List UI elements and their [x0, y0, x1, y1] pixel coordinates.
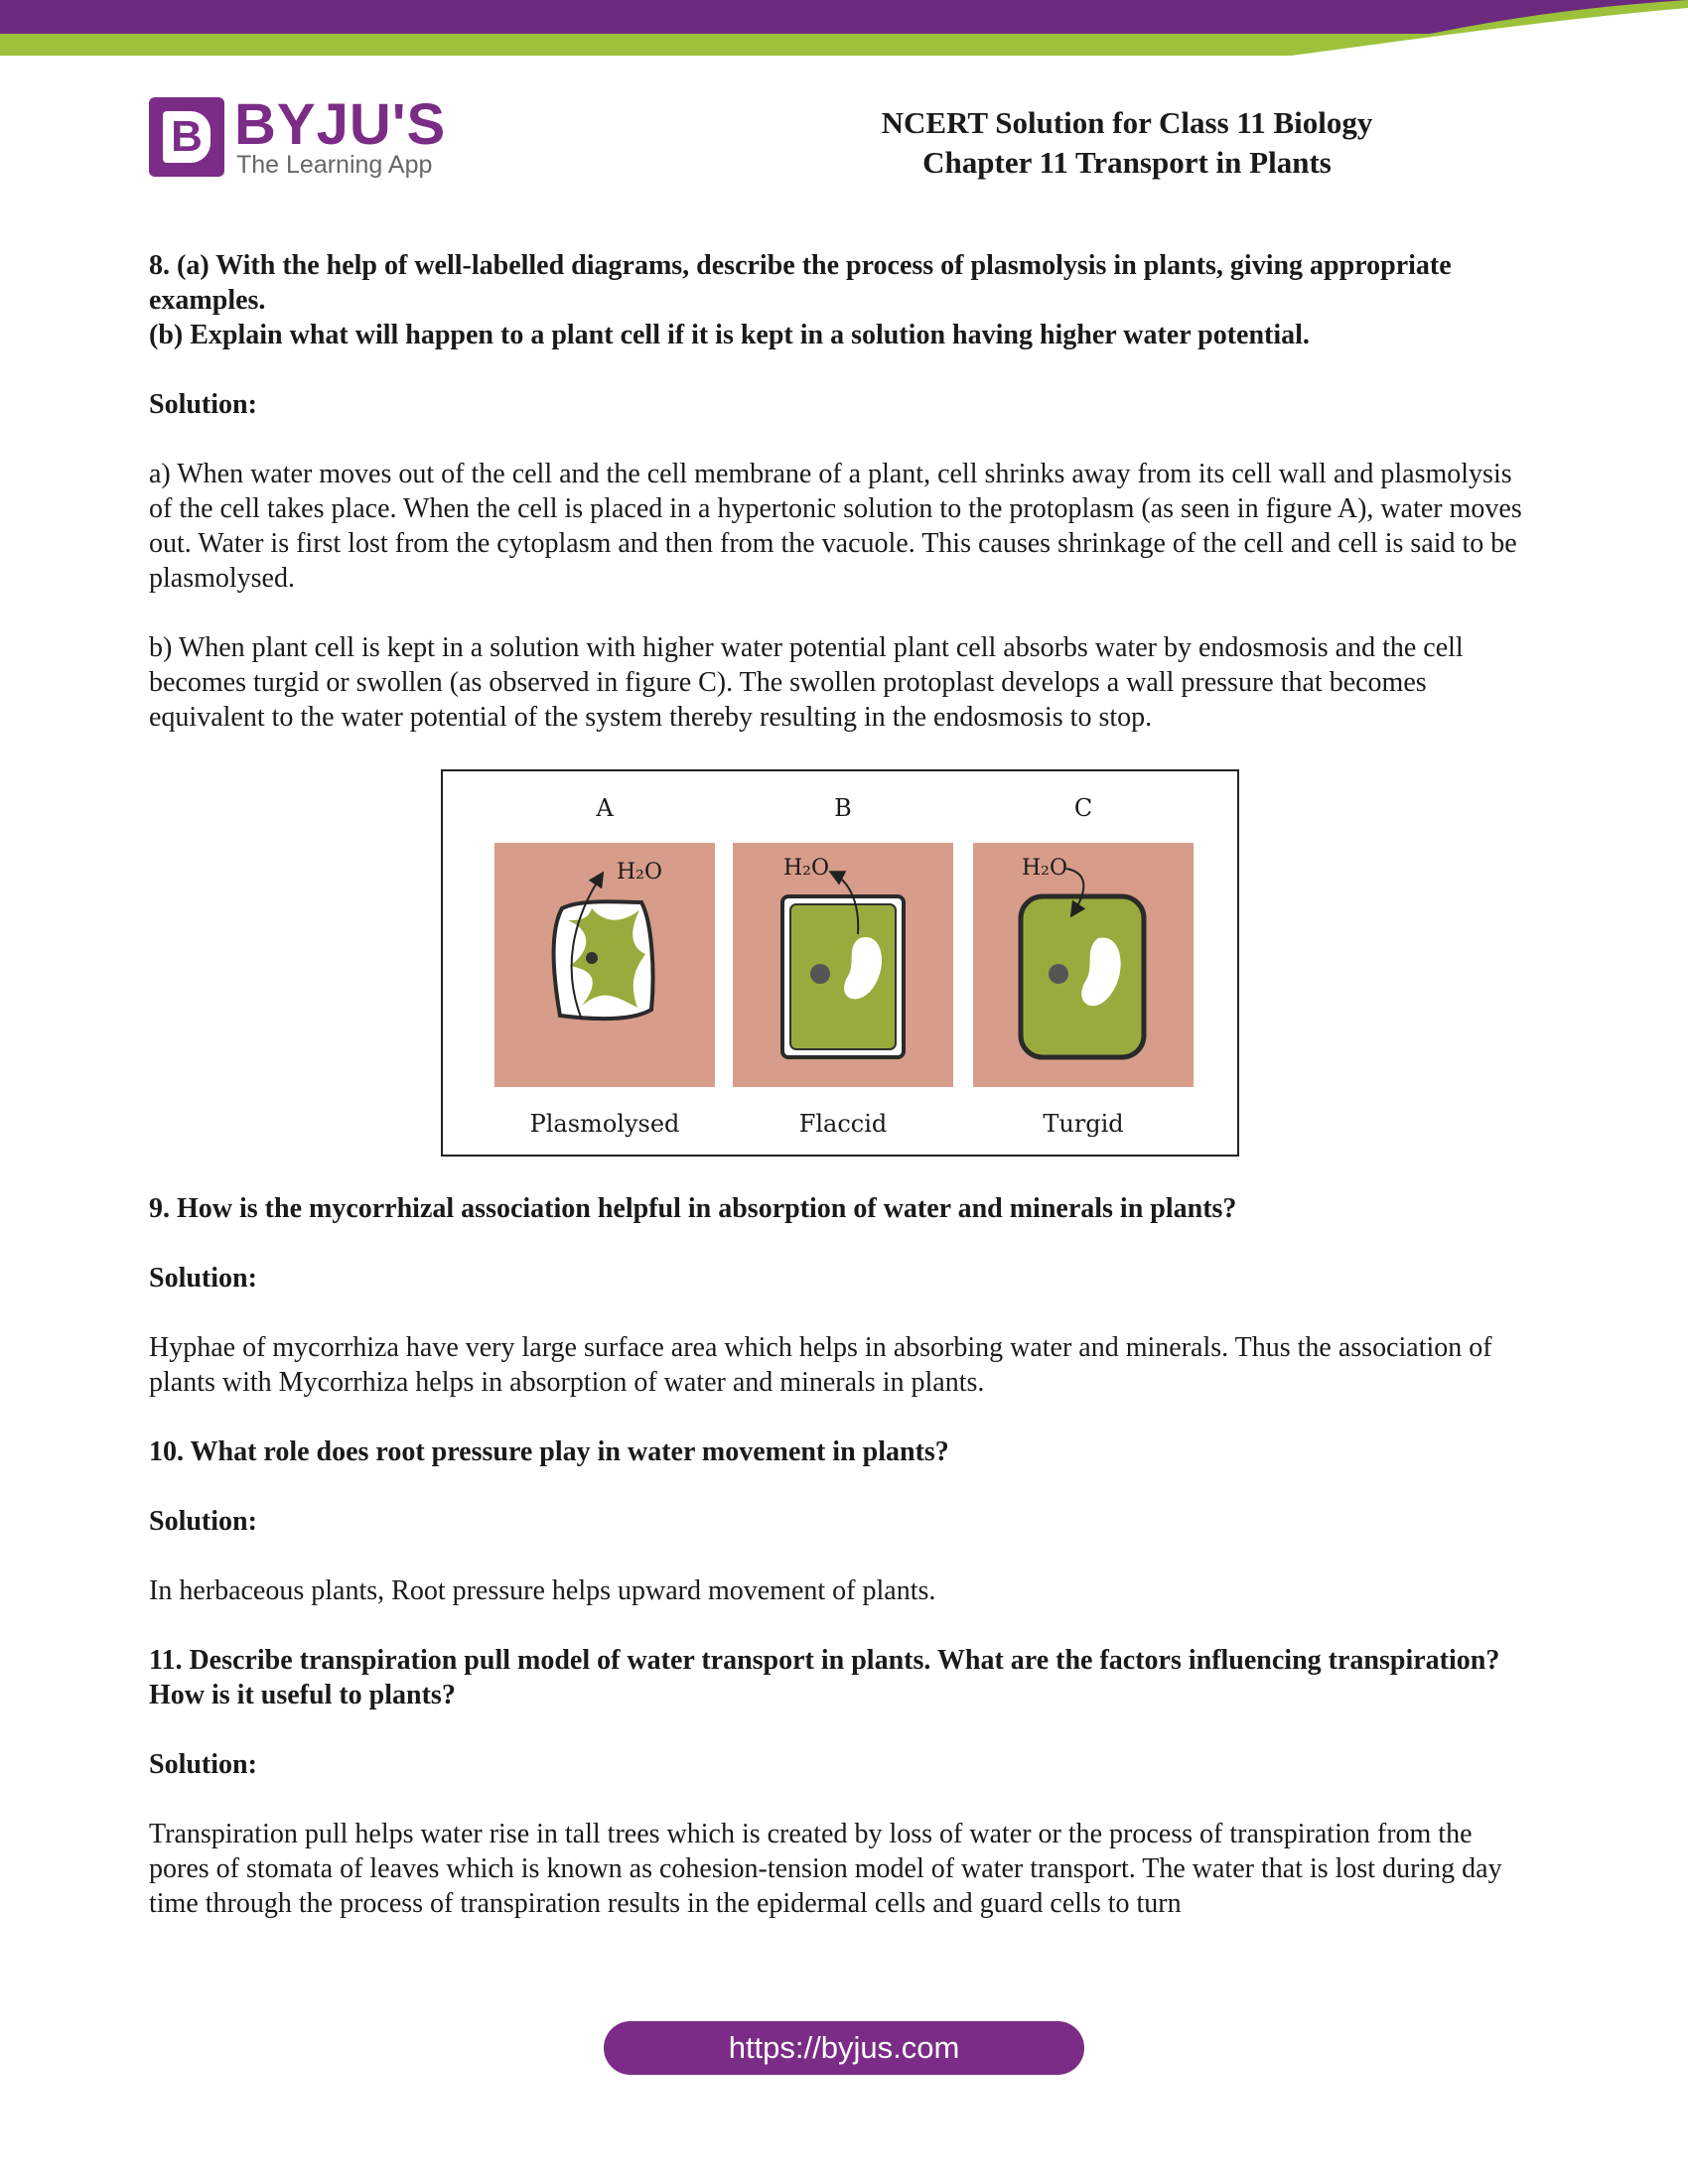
question-8a: 8. (a) With the help of well-labelled diagrams, describe the process of plasmolysis in plants, giving appropriate examples.	[149, 250, 1452, 316]
answer-11: Transpiration pull helps water rise in tall trees which is created by loss of water or the process of transpiration from the pores of stomata of leaves which is known as cohesion-tension model of water transport. The water that is lost during day time through the process of transpiration results in the epidermal cells and guard cells to turn	[149, 1819, 1502, 1919]
panel-c-water-label: H₂O	[1021, 856, 1068, 881]
panel-a-caption: Plasmolysed	[529, 1110, 680, 1138]
answer-9: Hyphae of mycorrhiza have very large surface area which helps in absorbing water and minerals. Thus the association of plants with Mycorrhiza helps in absorption of water and minerals in plants.	[149, 1332, 1492, 1398]
plasmolysis-figure	[441, 769, 1239, 1157]
solution-label-9: Solution:	[149, 1263, 257, 1294]
question-11: 11. Describe transpiration pull model of water transport in plants. What are the factors influencing transpiration? How is it useful to plants?	[149, 1645, 1500, 1710]
header-line-1: NCERT Solution for Class 11 Biology	[881, 105, 1373, 140]
panel-a-letter: A	[596, 794, 614, 822]
panel-b-caption: Flaccid	[798, 1110, 888, 1138]
top-banner	[0, 0, 1688, 60]
page-header	[814, 103, 1440, 183]
logo-mark	[149, 97, 224, 177]
answer-10: In herbaceous plants, Root pressure helps upward movement of plants.	[149, 1575, 936, 1606]
brand-name: BYJU'S	[234, 92, 447, 157]
byjus-logo	[149, 92, 447, 179]
document-body	[149, 248, 1539, 1956]
question-8b: (b) Explain what will happen to a plant cell if it is kept in a solution having higher water potential.	[149, 320, 1310, 350]
panel-b-water-label: H₂O	[782, 856, 830, 881]
question-10: 10. What role does root pressure play in water movement in plants?	[149, 1436, 949, 1467]
panel-c-letter: C	[1073, 794, 1093, 822]
panel-a-water-label: H₂O	[616, 860, 663, 885]
solution-label-11: Solution:	[149, 1749, 257, 1780]
header-line-2: Chapter 11 Transport in Plants	[922, 145, 1332, 180]
solution-label-10: Solution:	[149, 1506, 257, 1537]
panel-c-caption: Turgid	[1043, 1110, 1124, 1138]
question-9: 9. How is the mycorrhizal association helpful in absorption of water and minerals in plants?	[149, 1193, 1237, 1224]
solution-label-8: Solution:	[149, 389, 257, 420]
answer-8b: b) When plant cell is kept in a solution with higher water potential plant cell absorbs water by endosmosis and the cell becomes turgid or swollen (as observed in figure C). The swollen protoplast develops a wall pressure that becomes equivalent to the water potential of the system thereby resulting in the endosmosis to stop.	[149, 632, 1464, 733]
answer-8a: a) When water moves out of the cell and the cell membrane of a plant, cell shrinks away from its cell wall and plasmolysis of the cell takes place. When the cell is placed in a hypertonic solution to the protoplasm (as seen in figure A), water moves out. Water is first lost from the cytoplasm and then from the vacuole. This causes shrinkage of the cell and cell is said to be plasmolysed.	[149, 459, 1522, 594]
cell-diagrams	[443, 771, 1237, 1155]
logo-letter: B	[163, 111, 211, 163]
footer-url-link[interactable]: https://byjus.com	[604, 2021, 1084, 2075]
question-8	[149, 248, 1539, 352]
panel-b-letter: B	[834, 794, 852, 822]
brand-tagline: The Learning App	[236, 151, 433, 179]
